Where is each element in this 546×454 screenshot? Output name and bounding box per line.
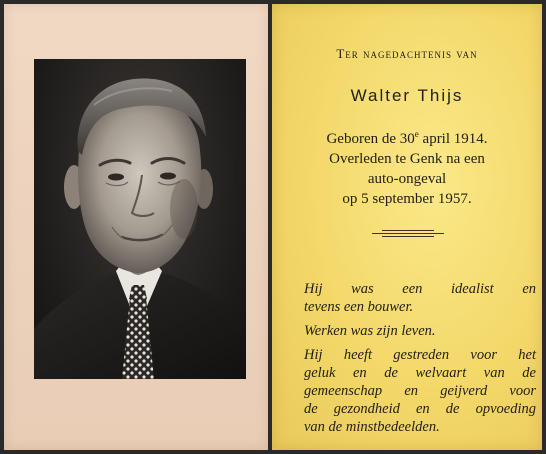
death-line-3: op 5 september 1957.	[342, 191, 472, 207]
tribute-line: geluk en de welvaart van de	[304, 365, 536, 381]
biography	[272, 124, 542, 209]
deceased-name: Walter Thijs	[350, 86, 464, 105]
portrait-photo	[34, 59, 246, 379]
tribute-line: Hij was een idealist en	[304, 281, 536, 297]
birth-prefix: Geboren de 30	[326, 131, 415, 147]
tribute-line: gemeenschap en geijverd voor	[304, 383, 536, 399]
tribute-text	[304, 280, 536, 442]
photo-card	[4, 4, 268, 450]
portrait-illustration	[34, 59, 246, 379]
text-card	[272, 4, 542, 450]
death-line-2: auto-ongeval	[367, 171, 447, 187]
tribute-line: de gezondheid en de opvoeding	[304, 401, 536, 417]
death-line-1: Overleden te Genk na een	[329, 151, 485, 167]
tribute-line: Hij heeft gestreden voor het	[304, 347, 536, 363]
birth-line	[272, 124, 542, 149]
tribute-line: tevens een bouwer.	[304, 299, 414, 315]
tribute-paragraph-2	[304, 322, 536, 340]
birth-suffix: april 1914.	[418, 131, 488, 147]
divider-icon	[372, 230, 444, 237]
tribute-paragraph-1	[304, 280, 536, 316]
birth-ordinal-suffix: e	[414, 129, 419, 139]
memorial-heading: Ter nagedachtenis van	[336, 46, 478, 61]
tribute-line: van de minstbedeelden.	[304, 419, 440, 435]
tribute-paragraph-3	[304, 346, 536, 436]
tribute-line: Werken was zijn leven.	[304, 323, 436, 339]
